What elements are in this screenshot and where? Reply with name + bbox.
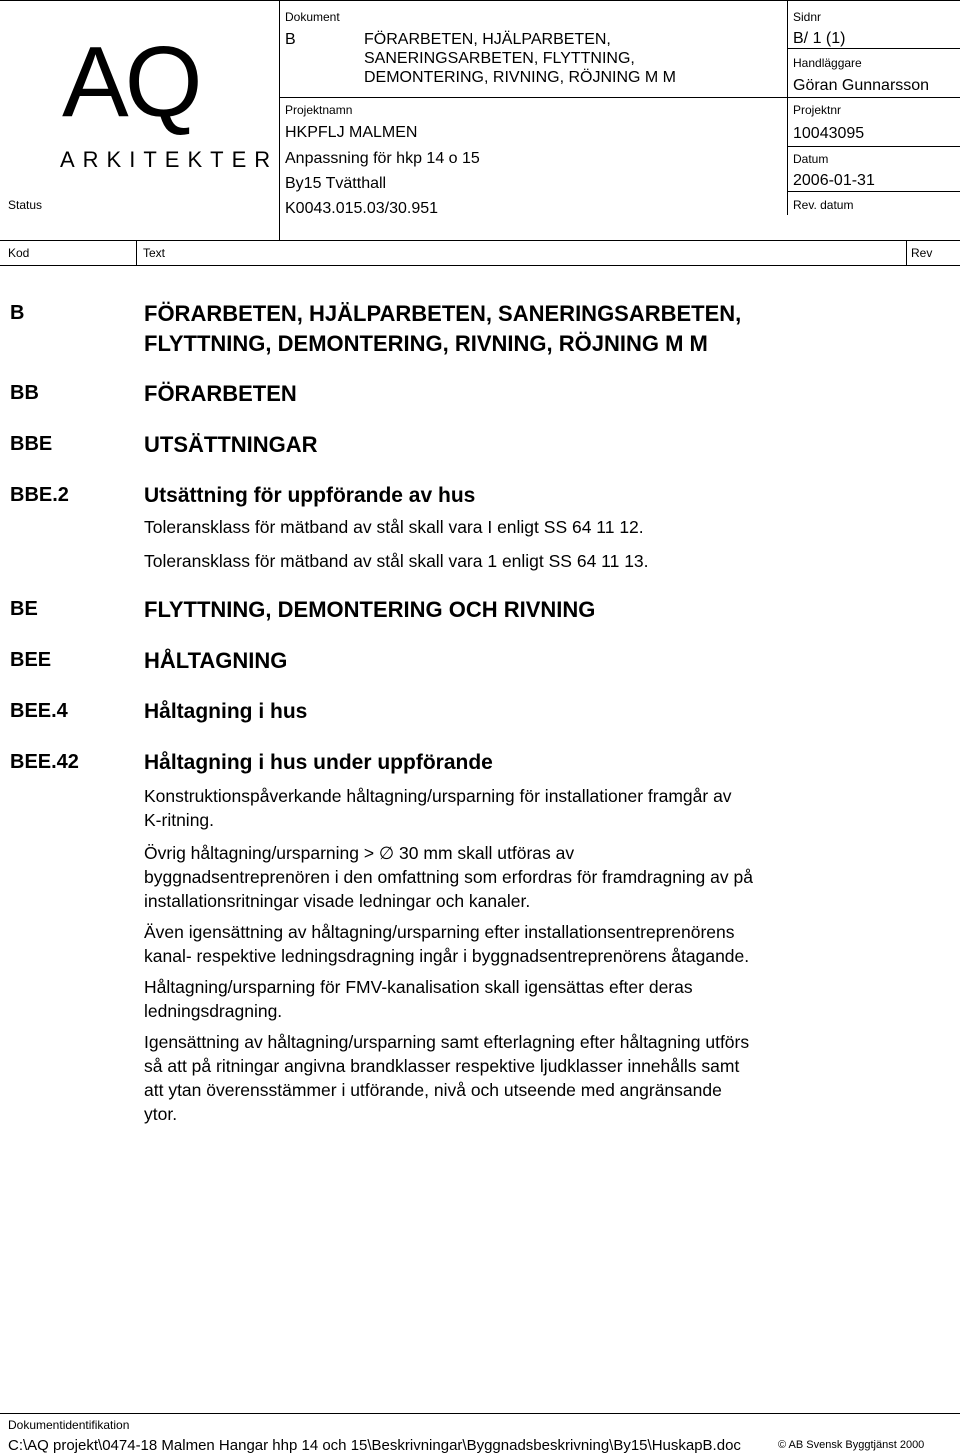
section-code-be: BE bbox=[10, 598, 38, 620]
header-row-divider bbox=[279, 97, 960, 98]
dokument-title-line-1: FÖRARBETEN, HJÄLPARBETEN, bbox=[364, 31, 611, 48]
bee-42-paragraph-5: Igensättning av håltagning/ursparning samt efterlagning efter håltagning utförs så att på ritningar angivna brandklasser respektive ljudklasser innehålls samt att ytan överensstämmer i utförande, nivå och utseende med angränsande ytor. bbox=[144, 1032, 750, 1124]
columns-bottom-border bbox=[0, 265, 960, 266]
section-code-bb: BB bbox=[10, 382, 39, 404]
section-code-bee-42: BEE.42 bbox=[10, 751, 79, 773]
datum-divider bbox=[787, 191, 960, 192]
aq-logo-letters: AQ bbox=[62, 26, 199, 138]
sidnr-value: B/ 1 (1) bbox=[793, 30, 846, 47]
section-heading-be: FLYTTNING, DEMONTERING OCH RIVNING bbox=[144, 597, 596, 622]
projektnr-value: 10043095 bbox=[793, 125, 865, 142]
handlaggare-value: Göran Gunnarsson bbox=[793, 77, 930, 94]
section-heading-bbe: UTSÄTTNINGAR bbox=[144, 432, 318, 457]
section-heading-bee-4: Håltagning i hus bbox=[144, 700, 308, 723]
projektnamn-line-2: Anpassning för hkp 14 o 15 bbox=[285, 150, 480, 167]
dokument-title-line-3: DEMONTERING, RIVNING, RÖJNING M M bbox=[364, 69, 676, 86]
revdatum-label: Rev. datum bbox=[793, 198, 854, 212]
bbe-2-paragraph-1: Toleransklass för mätband av stål skall vara I enligt SS 64 11 12. bbox=[144, 517, 644, 537]
footer-top-border bbox=[0, 1413, 960, 1414]
aq-logo bbox=[40, 22, 279, 172]
section-heading-b-line-2: FLYTTNING, DEMONTERING, RIVNING, RÖJNING M M bbox=[144, 331, 708, 356]
dokument-title-line-2: SANERINGSARBETEN, FLYTTNING, bbox=[364, 50, 635, 67]
handlaggare-label: Handläggare bbox=[793, 56, 862, 70]
projektnamn-line-1: HKPFLJ MALMEN bbox=[285, 124, 418, 141]
footer-label: Dokumentidentifikation bbox=[8, 1418, 130, 1432]
columns-top-border bbox=[0, 240, 960, 241]
section-code-bee: BEE bbox=[10, 649, 52, 671]
aq-logo-mark bbox=[40, 22, 279, 172]
datum-label: Datum bbox=[793, 152, 829, 166]
dokument-label: Dokument bbox=[285, 10, 340, 24]
status-label: Status bbox=[8, 198, 43, 212]
section-heading-b-line-1: FÖRARBETEN, HJÄLPARBETEN, SANERINGSARBETEN, bbox=[144, 301, 742, 326]
col-header-rev: Rev bbox=[911, 246, 933, 260]
header-top-border bbox=[0, 0, 960, 1]
section-heading-bee: HÅLTAGNING bbox=[144, 648, 288, 673]
aq-logo-subtitle: ARKITEKTER bbox=[60, 147, 279, 172]
section-heading-bee-42: Håltagning i hus under uppförande bbox=[144, 751, 493, 774]
col-divider-rev bbox=[906, 240, 907, 265]
projektnr-divider bbox=[787, 146, 960, 147]
bee-42-paragraph-2: Övrig håltagning/ursparning > ∅ 30 mm skall utföras av byggnadsentreprenören i den omfattning som erfordras för framdragning av på installationsritningar visade ledningar och kanaler. bbox=[144, 843, 753, 911]
projektnr-label: Projektnr bbox=[793, 103, 842, 117]
section-code-b: B bbox=[10, 302, 25, 324]
projektnamn-label: Projektnamn bbox=[285, 103, 353, 117]
col-header-kod: Kod bbox=[8, 246, 30, 260]
section-heading-bb: FÖRARBETEN bbox=[144, 381, 297, 406]
section-code-bee-4: BEE.4 bbox=[10, 700, 68, 722]
section-code-bbe-2: BBE.2 bbox=[10, 484, 69, 506]
section-heading-bbe-2: Utsättning för uppförande av hus bbox=[144, 484, 476, 507]
bbe-2-paragraph-2: Toleransklass för mätband av stål skall vara 1 enligt SS 64 11 13. bbox=[144, 551, 649, 571]
header-divider-1 bbox=[279, 0, 280, 240]
footer-document-path: C:\AQ projekt\0474-18 Malmen Hangar hhp 14 och 15\Beskrivningar\Byggnadsbeskrivning\By15\HuskapB.doc bbox=[8, 1437, 741, 1454]
bee-42-paragraph-1: Konstruktionspåverkande håltagning/ursparning för installationer framgår av K-ritning. bbox=[144, 786, 732, 830]
col-divider-kod bbox=[136, 240, 137, 265]
header-divider-2 bbox=[787, 0, 788, 215]
projektnamn-line-3: By15 Tvätthall bbox=[285, 175, 387, 192]
section-code-bbe: BBE bbox=[10, 433, 53, 455]
footer-copyright: © AB Svensk Byggtjänst 2000 bbox=[778, 1439, 925, 1451]
bee-42-paragraph-4: Håltagning/ursparning för FMV-kanalisation skall igensättas efter deras ledningsdragning. bbox=[144, 977, 693, 1021]
col-header-text: Text bbox=[143, 246, 166, 260]
datum-value: 2006-01-31 bbox=[793, 172, 875, 189]
sidnr-label: Sidnr bbox=[793, 10, 822, 24]
dokument-code: B bbox=[285, 31, 296, 48]
bee-42-paragraph-3: Även igensättning av håltagning/ursparning efter installationsentreprenörens kanal- respektive ledningsdragning ingår i byggnadsentreprenörens åtagande. bbox=[144, 922, 750, 966]
projektnamn-line-4: K0043.015.03/30.951 bbox=[285, 200, 439, 217]
